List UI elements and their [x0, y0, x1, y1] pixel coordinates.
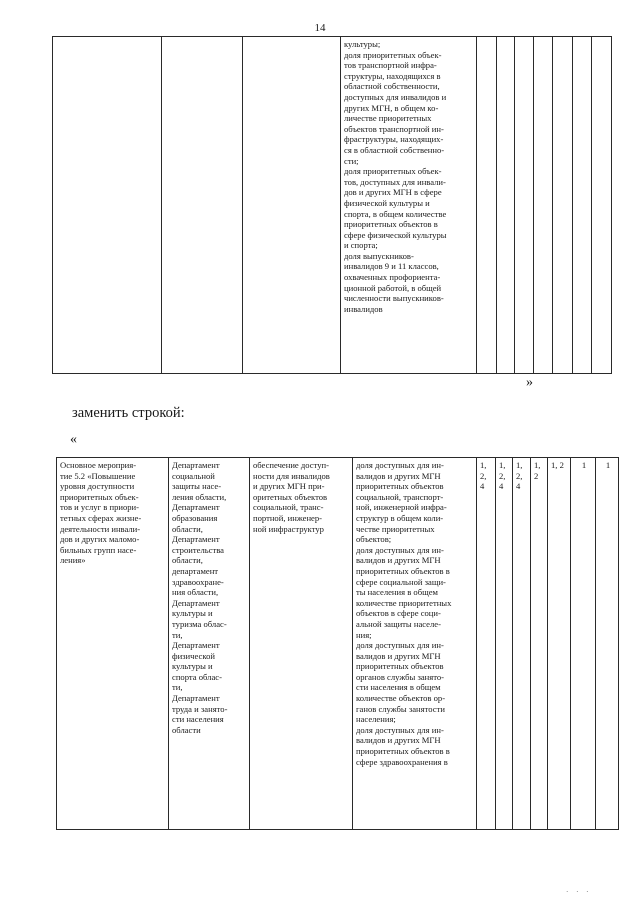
replace-instruction: заменить строкой:	[72, 405, 185, 421]
indicators-text: доля доступных для ин- валидов и других МГН приоритетных объектов социальной, транспорт- ной, инженерной инфра- структур в общем коли- честве приоритетных объектов; доля доступных для ин- валидов и других МГН приоритетных объектов в сфере социальной защи- ты населения в общем количестве приоритетных объектов в сфере соци- альной защиты населе- ния; доля доступных для ин- валидов и других МГН приоритетных объектов органов службы занято- сти населения в общем количестве объектов ор- ганов службы занятости населения; доля доступных для ин- валидов и других МГН приоритетных объектов в сфере здравоохранения в	[356, 460, 452, 767]
scan-mark: · · ·	[566, 888, 592, 896]
value-cell	[553, 37, 573, 374]
value-cell	[515, 37, 534, 374]
executors-cell	[162, 37, 243, 374]
new-row-table	[56, 457, 619, 830]
value-text: 1, 2, 4	[516, 460, 523, 492]
indicators-cell	[341, 37, 477, 374]
value-cell	[477, 37, 497, 374]
executors-cell	[169, 458, 250, 830]
result-text: обеспечение доступ- ности для инвалидов и других МГН при- оритетных объектов социальной, транс- портной, инженер- ной инфраструктур	[253, 460, 330, 534]
executors-text: Департамент социальной защиты насе- ления области, Департамент образования области, Департамент строительства области, департамент здравоохране- ния области, Департамент культуры и туризма облас- ти, Департамент физической культуры и спорта облас- ти, Департамент труда и занято- сти населения области	[172, 460, 228, 735]
value-text: 1, 2, 4	[480, 460, 487, 492]
value-cell	[573, 37, 592, 374]
table-row	[57, 458, 619, 830]
value-cell	[497, 37, 515, 374]
value-text: 1	[581, 460, 587, 470]
table-row	[53, 37, 612, 374]
value-cell	[496, 458, 513, 830]
value-cell	[477, 458, 496, 830]
indicators-cell	[353, 458, 477, 830]
value-cell	[592, 37, 612, 374]
value-text: 1, 2	[551, 460, 564, 470]
closing-quote: »	[526, 375, 533, 390]
opening-quote: «	[70, 432, 77, 447]
indicators-text: культуры; доля приоритетных объек- тов транспортной инфра- структуры, находящихся в областной собственности, доступных для инвалидов и других МГН, в общем ко- личестве приоритетных объектов транспортной ин- фраструктуры, находящих- ся в областной собственно- сти; доля приоритетных объек- тов, доступных для инвали- дов и других МГН в сфере физической культуры и спорта, в общем количестве приоритетных объектов в сфере физической культуры и спорта; доля выпускников- инвалидов 9 и 11 классов, охваченных профориента- ционной работой, в общей численности выпускников- инвалидов	[344, 39, 447, 314]
previous-row-table	[52, 36, 612, 374]
page-number: 14	[314, 22, 326, 34]
value-cell	[548, 458, 571, 830]
value-cell	[571, 458, 596, 830]
activity-text: Основное мероприя- тие 5.2 «Повышение уровня доступности приоритетных объек- тов и услуг в приори- тетных сферах жизне- деятельности инвали- дов и других маломо- бильных групп насе- ления»	[60, 460, 142, 566]
value-cell	[596, 458, 619, 830]
value-cell	[534, 37, 553, 374]
result-cell	[250, 458, 353, 830]
activity-cell	[57, 458, 169, 830]
value-cell	[513, 458, 531, 830]
value-text: 1, 2, 4	[499, 460, 506, 492]
value-text: 1	[605, 460, 611, 470]
result-cell	[243, 37, 341, 374]
value-cell	[531, 458, 548, 830]
value-text: 1, 2	[534, 460, 541, 481]
activity-cell	[53, 37, 162, 374]
